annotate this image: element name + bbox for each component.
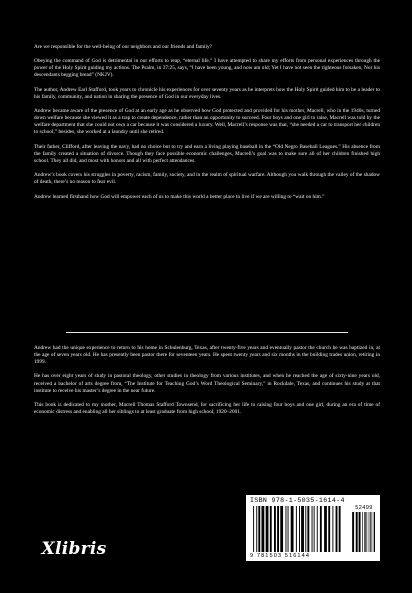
barcode-bar (314, 506, 315, 552)
synopsis-paragraph-4: Andrew became aware of the presence of God at an early age as he observed how God protected and provided for his mother, Macrell, who in the 1940s, turned down welfare because she viewed it as a trap to create dependence, rather than an opportunity to succeed. Four boys and one girl to raise, Macrell was told by the welfare department that she could not own a car because it was considered a luxury. Well, Macrell’s response was that, “she needed a car to transport her children to school,” besides, she worked at a laundry until she retired. (34, 108, 380, 136)
barcode-bar (336, 506, 338, 552)
synopsis-paragraph-6: Andrew’s book covers his struggles in poverty, racism, family, society, and in the realm of spiritual warfare. Although you walk through the valley of the shadow of death, there’s no reason to fear evil. (34, 172, 380, 186)
synopsis-paragraph-3: The author, Andrew Earl Stafford, took years to chronicle his experiences for over seventy years as he interprets how the Holy Spirit guided him to be a leader to his family, community, and nation in sharing the presence of God in our everyday lives. (34, 86, 380, 100)
isbn-number: ISBN 978-1-5035-1614-4 (250, 497, 345, 504)
barcode-bar (256, 506, 257, 552)
author-bio-text (34, 345, 380, 423)
synopsis-paragraph-2: Obeying the command of God is detrimental in our efforts to reap, “eternal life.” I have attempted to share my efforts from personal experiences through the power of the Holy Spirit guiding my actions. The Psalm, in 37:25, says, “I have been young, and now am old; Yet I have not seen the righteous forsaken, Nor his descendants begging bread” (NKJV). (34, 58, 380, 79)
barcode-bar (370, 512, 371, 552)
barcode-bar (372, 512, 373, 552)
price-addon-bars (350, 512, 378, 552)
section-divider (66, 332, 348, 333)
barcode-bar (277, 506, 279, 552)
barcode-bar (324, 506, 327, 552)
barcode-bar (367, 512, 368, 552)
barcode-bar (296, 506, 297, 552)
barcode-bar (317, 506, 318, 552)
barcode-bar (364, 512, 365, 552)
barcode-bar (312, 506, 313, 552)
isbn-barcode (246, 495, 380, 561)
synopsis-text (34, 44, 380, 208)
barcode-bar (288, 506, 289, 552)
barcode-bar (320, 506, 322, 552)
barcode-bar (258, 506, 260, 552)
barcode-bar (374, 512, 375, 552)
author-bio-paragraph-1: Andrew had the unique experience to return to his home in Schulenburg, Texas, after twenty-five years and eventually pastor the church he was baptized in, at the age of seven years old. He has presently been pastor there for seventeen years. He spent twenty years and six months in the building trades union, retiring in 1999. (34, 345, 380, 366)
synopsis-paragraph-7: Andrew learned firsthand how God will empower each of us to make this world a better place to live if we are willing to “wait on him.” (34, 193, 325, 200)
barcode-bar (299, 506, 300, 552)
barcode-bar (301, 506, 304, 552)
price-addon-digits: 52499 (355, 505, 373, 511)
barcode-bar (307, 506, 309, 552)
barcode-bar (253, 506, 254, 552)
barcode-bar (352, 512, 354, 552)
barcode-bar (270, 506, 272, 552)
barcode-bar (280, 506, 283, 552)
ean-barcode-bars (250, 506, 346, 552)
ean-digits: 9 781503 516144 (250, 553, 311, 559)
barcode-bar (291, 506, 294, 552)
barcode-bar (328, 506, 330, 552)
barcode-bar (274, 506, 276, 552)
barcode-bar (261, 506, 264, 552)
barcode-bar (305, 506, 306, 552)
barcode-bar (359, 512, 361, 552)
barcode-bar (356, 512, 358, 552)
synopsis-paragraph-5: Their father, Clifford, after leaving the navy, had no choice but to try and earn a living playing baseball in the “Old Negro Baseball Leagues.” His absence from the family created a situation of divorce. Though they face possible economic challenges, Macrell’s goal was to make sure all of her children finished high school. They all did, and most with honors and all with perfect attendances. (34, 143, 380, 164)
barcode-bar (339, 506, 341, 552)
barcode-bar (285, 506, 286, 552)
publisher-logo-text: Xlibris (41, 539, 107, 559)
barcode-bar (369, 512, 370, 552)
publisher-logo (36, 537, 112, 561)
author-bio-paragraph-2: He has over eight years of study in pastoral theology, other studies in theology from various institutes, and when he reached the age of sixty-nine years old, received a bachelor of arts degree from, “The Institute for Teaching God’s Word Theological Seminary,” in Rockdale, Texas, and continues his study at that institute to receive his master’s degree in the near future. (34, 373, 380, 394)
barcode-bar (332, 506, 333, 552)
synopsis-paragraph-1: Are we responsible for the well-being of our neighbors and our friends and family? (34, 44, 213, 50)
barcode-bar (266, 506, 269, 552)
dedication-paragraph: This book is dedicated to my mother, Macrell Thomas Stafford Townsend, for sacrificing her life to raising four boys and one girl, during an era of time of economic distress and enabling all her siblings to at least graduate from high school, 1920–2001. (34, 401, 380, 416)
barcode-bar (362, 512, 363, 552)
